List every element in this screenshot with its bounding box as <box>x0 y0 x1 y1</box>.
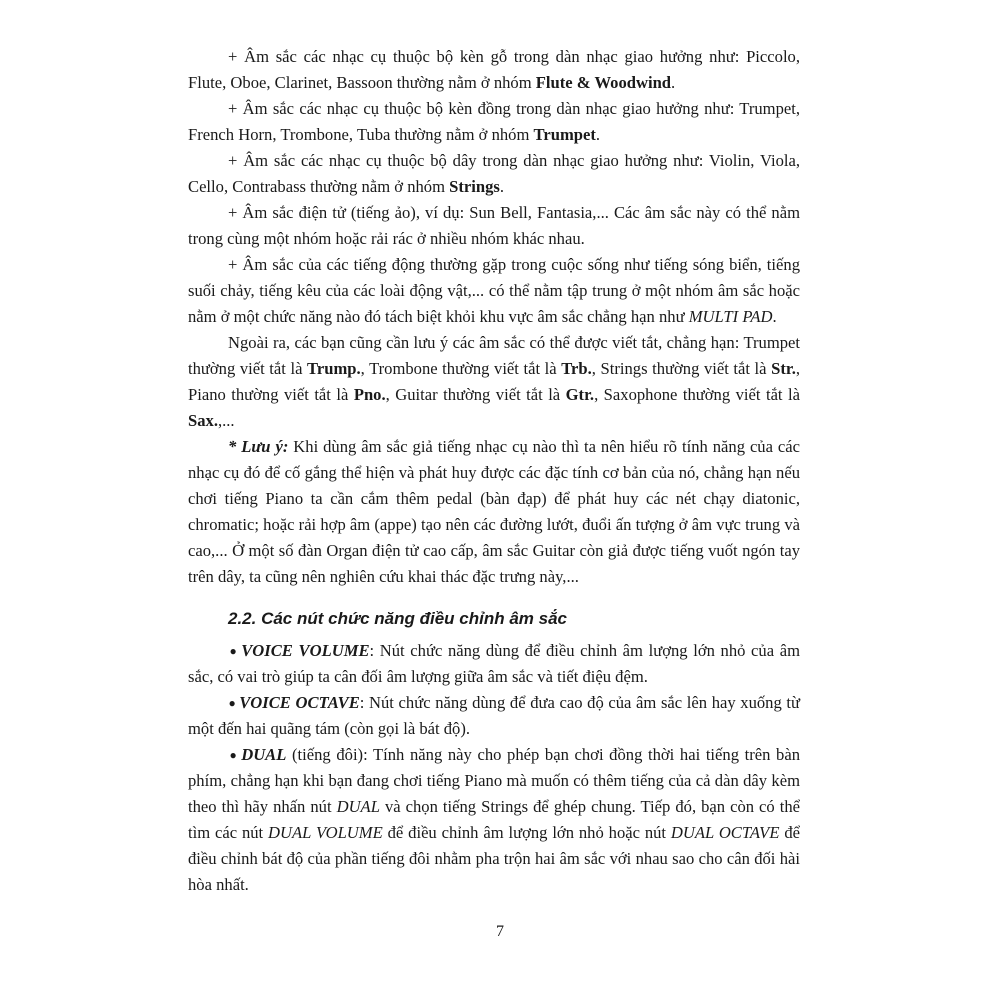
page-body <box>188 44 800 898</box>
abbr-gtr: Gtr. <box>565 385 595 404</box>
abbr-trump: Trump. <box>307 359 361 378</box>
section-heading: 2.2. Các nút chức năng điều chỉnh âm sắc <box>228 609 568 628</box>
abbr-pno: Pno. <box>353 385 386 404</box>
group-name-trumpet: Trumpet <box>533 125 596 144</box>
abbr-sax: Sax. <box>188 411 218 430</box>
group-name-flute-woodwind: Flute & Woodwind <box>535 73 672 92</box>
term-voice-volume: VOICE VOLUME <box>241 641 370 660</box>
paragraph-woodwind: + Âm sắc các nhạc cụ thuộc bộ kèn gỗ trong dàn nhạc giao hưởng như: Piccolo, Flute, Oboe, Clarinet, Bassoon thường nằm ở nhóm Flute & Woodwind. <box>188 47 800 92</box>
paragraph-sound-effects: + Âm sắc của các tiếng động thường gặp trong cuộc sống như tiếng sóng biển, tiếng suối chảy, tiếng kêu của các loài động vật,... có thể nằm tập trung ở một nhóm âm sắc hoặc nằm ở một chức năng nào đó tách biệt khỏi khu vực âm sắc chẳng hạn như MULTI PAD. <box>188 255 800 326</box>
multi-pad-term: MULTI PAD <box>688 307 773 326</box>
bullet-dual: ● DUAL (tiếng đôi): Tính năng này cho phép bạn chơi đồng thời hai tiếng trên bàn phím, chẳng hạn khi bạn đang chơi tiếng Piano mà muốn có thêm tiếng của cả dàn dây kèm theo thì hãy nhấn nút DUAL và chọn tiếng Strings để ghép chung. Tiếp đó, bạn còn có thể tìm các nút DUAL VOLUME để điều chỉnh âm lượng lớn nhỏ hoặc nút DUAL OCTAVE để điều chỉnh bát độ của phần tiếng đôi nhằm pha trộn hai âm sắc với nhau sao cho cân đối hài hòa nhất. <box>188 745 801 894</box>
paragraph-strings: + Âm sắc các nhạc cụ thuộc bộ dây trong dàn nhạc giao hưởng như: Violin, Viola, Cello, Contrabass thường nằm ở nhóm Strings. <box>188 151 800 196</box>
bullet-icon: ● <box>228 644 239 658</box>
bullet-voice-volume: ● VOICE VOLUME: Nút chức năng dùng để điều chỉnh âm lượng lớn nhỏ của âm sắc, có vai trò giúp ta cân đối âm lượng giữa âm sắc và tiết điệu đệm. <box>188 641 800 686</box>
term-dual-volume: DUAL VOLUME <box>268 823 383 842</box>
paragraph-note: * Lưu ý: Khi dùng âm sắc giả tiếng nhạc cụ nào thì ta nên hiểu rõ tính năng của các nhạc cụ đó để cố gắng thể hiện và phát huy được các đặc tính cơ bản của nó, chẳng hạn nếu chơi tiếng Piano ta cần cắm thêm pedal (bàn đạp) để phát huy các nét chạy diatonic, chromatic; hoặc rải hợp âm (appe) tạo nên các đường lướt, đuổi ấn tượng ở âm vực trung và cao,... Ở một số đàn Organ điện tử cao cấp, âm sắc Guitar còn giả được tiếng vuốt ngón tay trên dây, ta cũng nên nghiên cứu khai thác đặc trưng này,... <box>188 437 800 586</box>
group-name-strings: Strings <box>449 177 500 196</box>
paragraph-abbreviations: Ngoài ra, các bạn cũng cần lưu ý các âm sắc có thể được viết tắt, chẳng hạn: Trumpet thường viết tắt là Trump., Trombone thường viết tắt là Trb., Strings thường viết tắt là Str., Piano thường viết tắt là Pno., Guitar thường viết tắt là Gtr., Saxophone thường viết tắt là Sax.,... <box>188 333 801 430</box>
term-dual-inline: DUAL <box>336 797 380 816</box>
abbr-str: Str. <box>771 359 796 378</box>
term-dual-octave: DUAL OCTAVE <box>670 823 780 842</box>
note-label: * Lưu ý: <box>228 437 289 456</box>
bullet-voice-octave: ● VOICE OCTAVE: Nút chức năng dùng để đưa cao độ của âm sắc lên hay xuống từ một đến hai quãng tám (còn gọi là bát độ). <box>188 693 801 738</box>
abbr-trb: Trb. <box>561 359 592 378</box>
paragraph-electronic: + Âm sắc điện tử (tiếng ảo), ví dụ: Sun Bell, Fantasia,... Các âm sắc này có thể nằm trong cùng một nhóm hoặc rải rác ở nhiều nhóm khác nhau. <box>188 203 800 248</box>
bullet-icon: ● <box>228 748 239 762</box>
bullet-icon: ● <box>228 696 237 710</box>
term-voice-octave: VOICE OCTAVE <box>239 693 360 712</box>
paragraph-brass: + Âm sắc các nhạc cụ thuộc bộ kèn đồng trong dàn nhạc giao hưởng như: Trumpet, French Horn, Trombone, Tuba thường nằm ở nhóm Trumpet. <box>188 99 800 144</box>
term-dual: DUAL <box>241 745 287 764</box>
page-number: 7 <box>496 923 504 940</box>
